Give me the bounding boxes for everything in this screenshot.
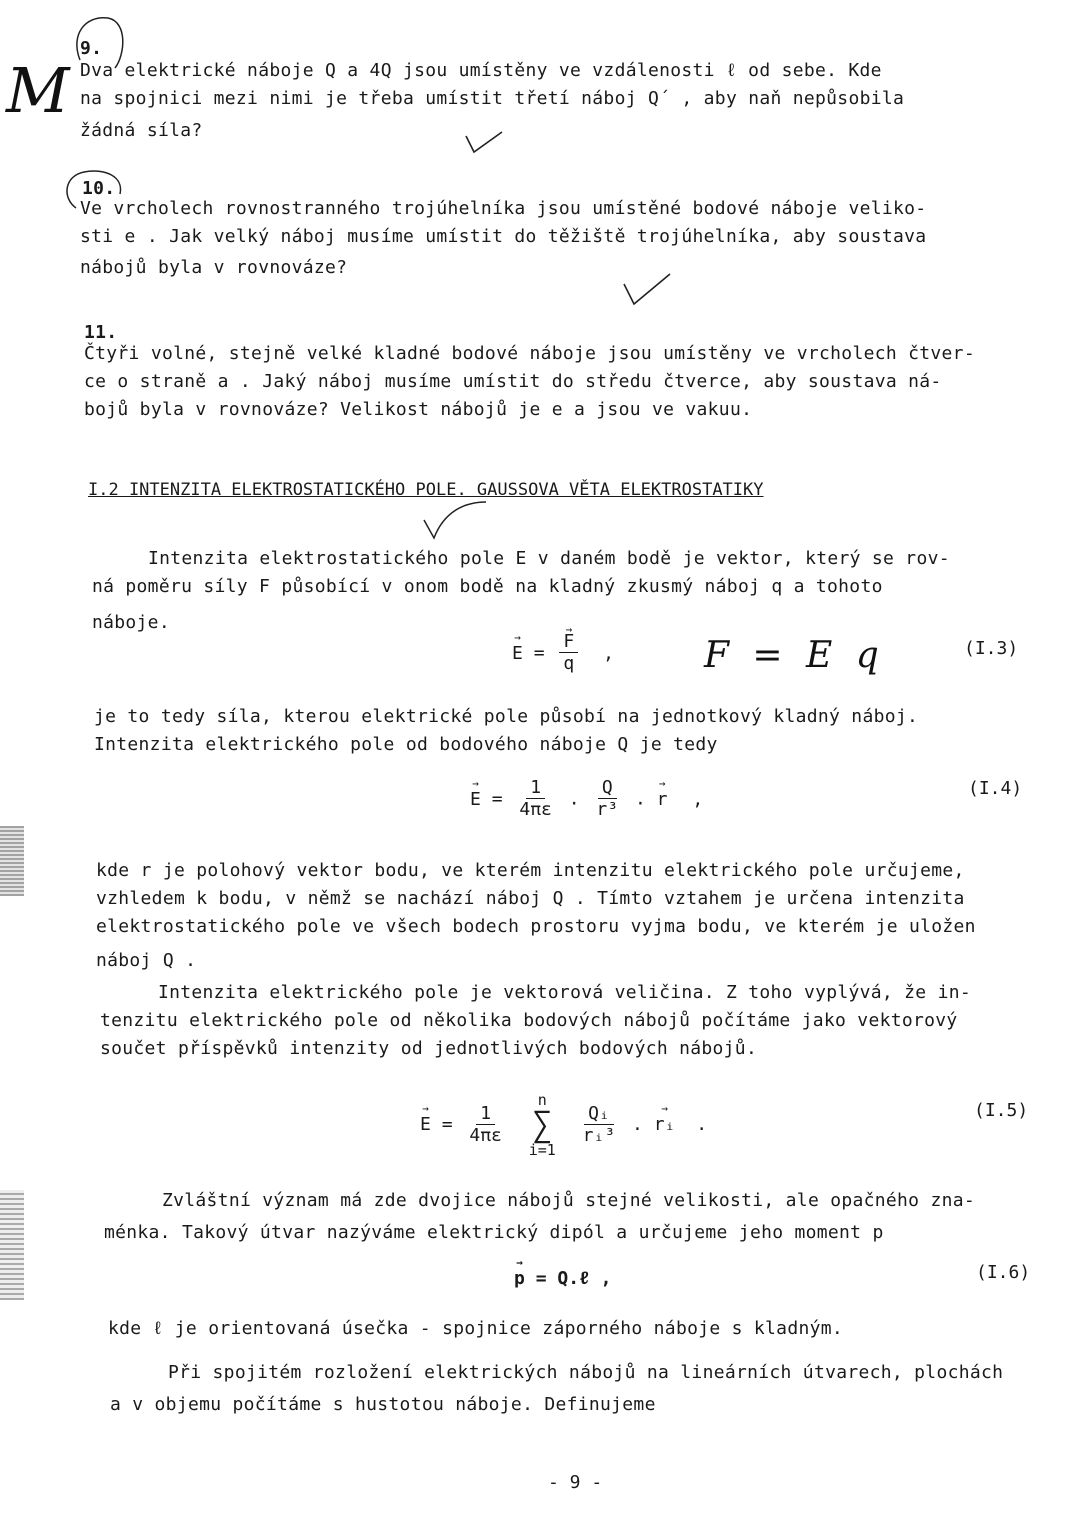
punctuation: , [692,788,704,810]
margin-letter: M [6,54,70,127]
fraction [517,778,554,821]
paragraph-line: kde ℓ je orientovaná úsečka - spojnice záporného náboje s kladným. [108,1318,844,1339]
problem-text-line: Čtyři volné, stejně velké kladné bodové náboje jsou umístěny ve vrcholech čtver- [84,343,975,364]
problem-text-line: sti e . Jak velký náboj musíme umístit do těžiště trojúhelníka, aby soustava [80,226,927,247]
paragraph-line: náboje. [92,612,170,633]
problem-text-line: ce o straně a . Jaký náboj musíme umístit do středu čtverce, aby soustava ná- [84,371,942,392]
paragraph-line: Intenzita elektrostatického pole E v daném bodě je vektor, který se rov- [148,548,950,569]
checkmark-icon [618,270,674,310]
problem-number: 9. [80,38,103,59]
equation-number: (I.5) [974,1100,1029,1121]
punctuation: . [696,1114,708,1135]
paragraph-line: vzhledem k bodu, v němž se nachází náboj Q . Tímto vztahem je určena intenzita [96,888,965,909]
problem-text-line: žádná síla? [80,120,203,141]
vector-symbol: → r [657,789,668,810]
numerator: 1 [526,778,545,799]
equation-i6 [514,1268,612,1290]
scan-artifact [0,1190,24,1300]
equation-i3 [512,632,614,675]
paragraph-line: Zvláštní význam má zde dvojice nábojů stejné velikosti, ale opačného zna- [162,1190,975,1211]
paragraph-line: Intenzita elektrického pole je vektorová veličina. Z toho vyplývá, že in- [158,982,971,1003]
equals-sign: = [533,642,545,664]
fraction [594,778,620,821]
sum-upper-limit: n [537,1091,547,1109]
paragraph-line: tenzitu elektrického pole od několika bodových nábojů počítáme jako vektorový [100,1010,958,1031]
paragraph-line: Při spojitém rozložení elektrických nábojů na lineárních útvarech, plochách [168,1362,1004,1383]
numerator: Q [598,778,617,799]
equation-number: (I.6) [976,1262,1031,1283]
paragraph-line: kde r je polohový vektor bodu, ve kterém intenzitu elektrického pole určujeme, [96,860,965,881]
denominator: 4πε [469,1124,502,1146]
sum-lower-limit: i=1 [528,1141,556,1159]
denominator: r³ [596,799,619,820]
problem-number: 11. [84,322,118,343]
fraction [581,1104,618,1147]
paragraph-line: součet příspěvků intenzity od jednotlivých bodových nábojů. [100,1038,758,1059]
summation [529,1092,556,1158]
fraction [467,1104,504,1147]
paragraph-line: a v objemu počítáme s hustotou náboje. Definujeme [110,1394,656,1415]
punctuation: , [603,642,614,664]
problem-number: 10. [82,178,116,199]
scan-artifact [0,826,24,896]
dot-operator: . [568,788,580,810]
checkmark-icon [420,498,490,544]
dot-operator: . [634,788,646,810]
problem-text-line: na spojnici mezi nimi je třeba umístit třetí náboj Q´ , aby naň nepůsobila [80,88,905,109]
numerator: 1 [476,1104,495,1125]
dot-operator: . [632,1114,643,1135]
equation-rhs: = Q.ℓ , [535,1268,612,1289]
paragraph-line: elektrostatického pole ve všech bodech prostoru vyjma bodu, ve kterém je uložen [96,916,976,937]
paragraph-line: je to tedy síla, kterou elektrické pole působí na jednotkový kladný náboj. [94,706,919,727]
section-heading: I.2 INTENZITA ELEKTROSTATICKÉHO POLE. GAUSSOVA VĚTA ELEKTROSTATIKY [88,480,764,500]
equals-sign: = [491,788,503,810]
checkmark-icon [462,128,506,158]
numerator: → F [559,632,578,653]
denominator: q [563,653,575,674]
denominator: 4πε [519,799,552,820]
denominator: rᵢ³ [582,1124,616,1146]
problem-text-line: Dva elektrické náboje Q a 4Q jsou umístěny ve vzdálenosti ℓ od sebe. Kde [80,60,882,81]
fraction [559,632,578,675]
equation-number: (I.3) [964,638,1019,659]
numerator: Qᵢ [584,1104,614,1125]
vector-symbol: → E [512,643,523,664]
problem-text-line: Ve vrcholech rovnostranného trojúhelníka jsou umístěné bodové náboje veliko- [80,198,927,219]
handwritten-formula: F = E q [704,635,885,676]
vector-symbol: → rᵢ [654,1114,676,1135]
problem-text-line: nábojů byla v rovnováze? [80,257,348,278]
paragraph-line: ná poměru síly F působící v onom bodě na kladný zkusmý náboj q a tohoto [92,576,883,597]
vector-symbol: → E [470,789,481,810]
equation-i4 [470,778,703,821]
problem-text-line: bojů byla v rovnováze? Velikost nábojů je e a jsou ve vakuu. [84,399,753,420]
paragraph-line: ménka. Takový útvar nazýváme elektrický dipól a určujeme jeho moment p [104,1222,884,1243]
equation-i5 [420,1092,707,1158]
vector-symbol: → E [420,1114,431,1135]
paragraph-line: Intenzita elektrického pole od bodového náboje Q je tedy [94,734,718,755]
equals-sign: = [441,1114,453,1135]
sum-symbol: ∑ [532,1105,553,1145]
page-number: - 9 - [548,1472,603,1493]
paragraph-line: náboj Q . [96,950,197,971]
vector-symbol: → p [514,1268,525,1289]
equation-number: (I.4) [968,778,1023,799]
